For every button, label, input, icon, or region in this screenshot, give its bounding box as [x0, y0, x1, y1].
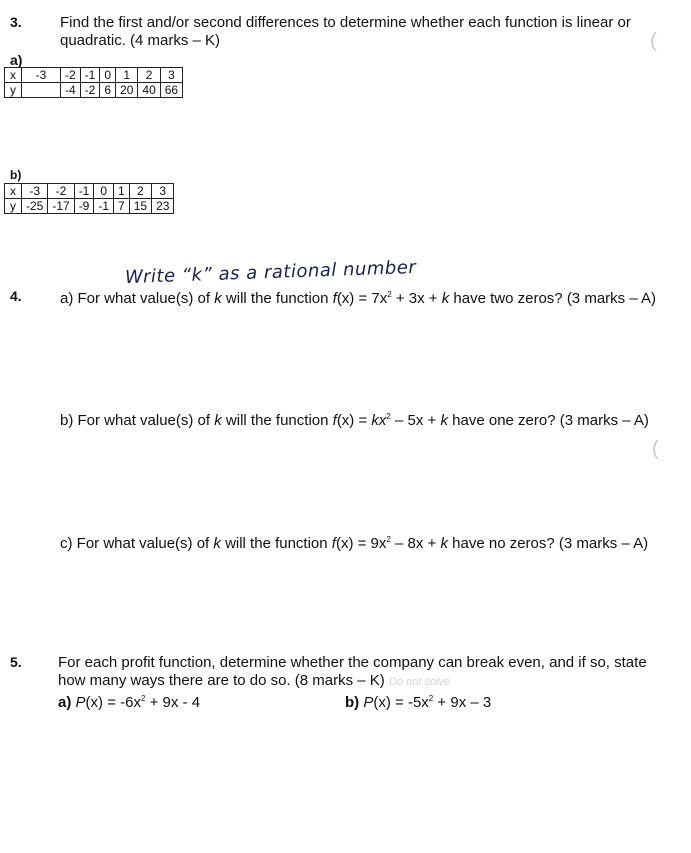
table-cell [22, 83, 61, 98]
table-row [5, 184, 174, 199]
table-cell: 2 [129, 184, 151, 199]
table-row [5, 83, 183, 98]
q4c-mid: will the function [225, 535, 328, 552]
x-header: x [5, 68, 22, 83]
q5b-text [345, 690, 491, 712]
q5b-expr: (x) = -5x [373, 694, 429, 711]
q5a-text [58, 690, 200, 712]
q5a-exp: 2 [140, 694, 146, 703]
table-cell: -1 [94, 199, 114, 214]
q5b-exp: 2 [428, 694, 434, 703]
margin-mark-2: ( [652, 438, 659, 460]
y-header: y [5, 199, 22, 214]
table-cell: 20 [116, 83, 138, 98]
q5a-P: P [75, 694, 86, 711]
q4a-prefix: a) For what value(s) of [60, 290, 211, 307]
q4a-end: have two zeros? (3 marks – A) [453, 290, 657, 307]
q3b-label: b) [10, 168, 22, 182]
q3b-table [4, 183, 174, 214]
table-cell: -4 [61, 83, 81, 98]
table-cell: -3 [22, 68, 61, 83]
q4a-text [60, 286, 656, 308]
q5-line2: how many ways there are to do so. (8 marks – K) [58, 672, 385, 689]
q4c-f: f [331, 535, 336, 552]
q5b-tail: + 9x – 3 [437, 694, 492, 711]
q4b-exp: 2 [386, 412, 391, 421]
q4c-end: have no zeros? (3 marks – A) [452, 535, 649, 552]
q5a-label: a) [58, 694, 72, 711]
q4c-k: k [213, 535, 221, 552]
q5-line1: For each profit function, determine whether the company can break even, and if so, state [58, 654, 647, 671]
table-cell: -2 [48, 184, 74, 199]
margin-mark-1: ( [650, 30, 657, 52]
table-cell: 0 [100, 68, 116, 83]
q4b-expr: (x) = [336, 412, 368, 429]
table-cell: 1 [114, 184, 130, 199]
q4a-exp: 2 [387, 290, 392, 299]
q4a-expr: (x) = 7x [336, 290, 388, 307]
q3a-label: a) [10, 52, 23, 68]
q4b-text [60, 408, 649, 430]
table-cell: -3 [22, 184, 48, 199]
table-cell: 3 [160, 68, 182, 83]
q5a-tail: + 9x - 4 [149, 694, 201, 711]
table-cell: 1 [116, 68, 138, 83]
q3-line2: quadratic. (4 marks – K) [60, 32, 221, 49]
table-cell: 7 [114, 199, 130, 214]
q4c-expr: (x) = 9x [335, 535, 387, 552]
q4a-f: f [332, 290, 337, 307]
table-cell: -9 [74, 199, 94, 214]
handwritten-note: Write “k” as a rational number [124, 256, 417, 289]
q4c-k2: k [440, 535, 448, 552]
q3a-table [4, 67, 183, 98]
q4b-kx: kx [371, 412, 387, 429]
q5a-expr: (x) = -6x [85, 694, 141, 711]
q3-number: 3. [10, 14, 22, 30]
q4b-k2: k [440, 412, 448, 429]
q4b-tail: – 5x + [395, 412, 437, 429]
table-row [5, 68, 183, 83]
q4b-mid: will the function [225, 412, 329, 429]
q4b-k: k [214, 412, 222, 429]
table-cell: -25 [22, 199, 48, 214]
q4c-prefix: c) For what value(s) of [60, 535, 210, 552]
q4b-f: f [332, 412, 337, 429]
q4a-k2: k [441, 290, 450, 307]
q4-number: 4. [10, 288, 22, 304]
q5-line2-wrap [58, 672, 683, 691]
table-cell: -1 [80, 68, 100, 83]
q4c-exp: 2 [386, 535, 391, 544]
table-cell: 2 [138, 68, 160, 83]
q5b-label: b) [345, 694, 360, 711]
table-cell: 23 [152, 199, 174, 214]
table-cell: -17 [48, 199, 74, 214]
table-cell: -2 [61, 68, 81, 83]
q5b-P: P [363, 694, 374, 711]
q4c-text [60, 531, 648, 553]
q4b-end: have one zero? (3 marks – A) [452, 412, 649, 429]
table-cell: 66 [160, 83, 182, 98]
q5-prompt [58, 654, 683, 691]
q4c-tail: – 8x + [395, 535, 437, 552]
table-cell: 40 [138, 83, 160, 98]
q4b-prefix: b) For what value(s) of [60, 412, 211, 429]
q3-line1: Find the first and/or second differences to determine whether each function is linear or [60, 14, 631, 31]
table-row [5, 199, 174, 214]
q5-faint-note: Do not solve [388, 676, 451, 688]
table-cell: 15 [129, 199, 151, 214]
q4a-k: k [214, 290, 222, 307]
x-header: x [5, 184, 22, 199]
q4a-mid: will the function [225, 290, 329, 307]
q3-prompt [60, 14, 680, 50]
table-cell: 6 [100, 83, 116, 98]
q5-number: 5. [10, 654, 22, 670]
y-header: y [5, 83, 22, 98]
table-cell: 3 [152, 184, 174, 199]
table-cell: -1 [74, 184, 94, 199]
q4a-tail: + 3x + [395, 290, 438, 307]
table-cell: 0 [94, 184, 114, 199]
table-cell: -2 [80, 83, 100, 98]
